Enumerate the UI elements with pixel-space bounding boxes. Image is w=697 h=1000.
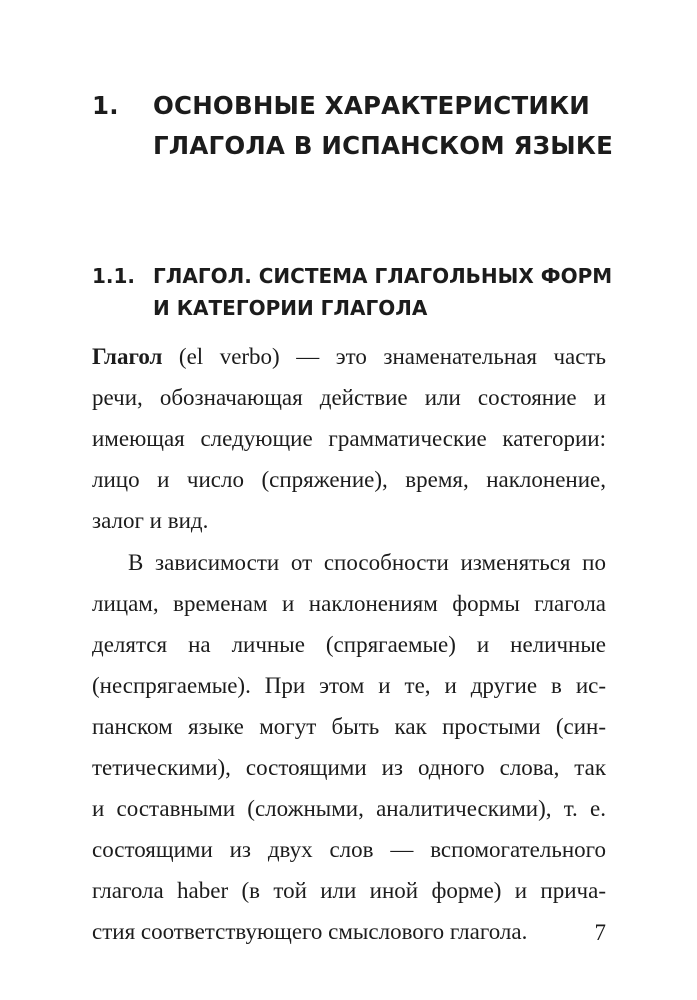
- paragraph-line: состоящими из двух слов — вспомогательного: [92, 837, 606, 862]
- section-title-line: ГЛАГОЛ. СИСТЕМА ГЛАГОЛЬНЫХ ФОРМ: [153, 264, 613, 288]
- chapter-number: 1.: [92, 91, 119, 120]
- paragraph-line: лицо и число (спряжение), время, наклонение,: [92, 467, 606, 492]
- paragraph-line: и составными (сложными, аналитическими), т. е.: [92, 796, 606, 821]
- paragraph-line: глагола haber (в той или иной форме) и прича-: [92, 878, 606, 903]
- section-number: 1.1.: [92, 264, 136, 288]
- term-bold: Глагол: [92, 344, 163, 369]
- paragraph-line: [92, 342, 606, 372]
- paragraph-line: стия соответствующего смыслового глагола.: [92, 919, 528, 944]
- paragraph-line: В зависимости от способности изменяться по: [128, 550, 606, 575]
- paragraph-line: речи, обозначающая действие или состояние и: [92, 385, 606, 410]
- chapter-title-line: ГЛАГОЛА В ИСПАНСКОМ ЯЗЫКЕ: [153, 131, 614, 160]
- chapter-title-line: ОСНОВНЫЕ ХАРАКТЕРИСТИКИ: [153, 91, 590, 120]
- paragraph-line: залог и вид.: [92, 508, 209, 533]
- section-title: [153, 260, 613, 324]
- section-title-line: И КАТЕГОРИИ ГЛАГОЛА: [153, 296, 428, 320]
- chapter-title: [153, 86, 673, 166]
- paragraph-line: имеющая следующие грамматические категории:: [92, 426, 606, 451]
- page-number: 7: [594, 920, 606, 945]
- paragraph-line: делятся на личные (спрягаемые) и неличные: [92, 632, 606, 657]
- paragraph-line: тетическими), состоящими из одного слова, так: [92, 755, 606, 780]
- paragraph-line: лицам, временам и наклонениям формы глагола: [92, 591, 606, 616]
- paragraph-line: панском языке могут быть как простыми (син-: [92, 714, 606, 739]
- paragraph-line: (неспрягаемые). При этом и те, и другие в ис-: [92, 673, 606, 698]
- paragraph-text: (el verbo) — это знаменательная часть: [162, 344, 606, 369]
